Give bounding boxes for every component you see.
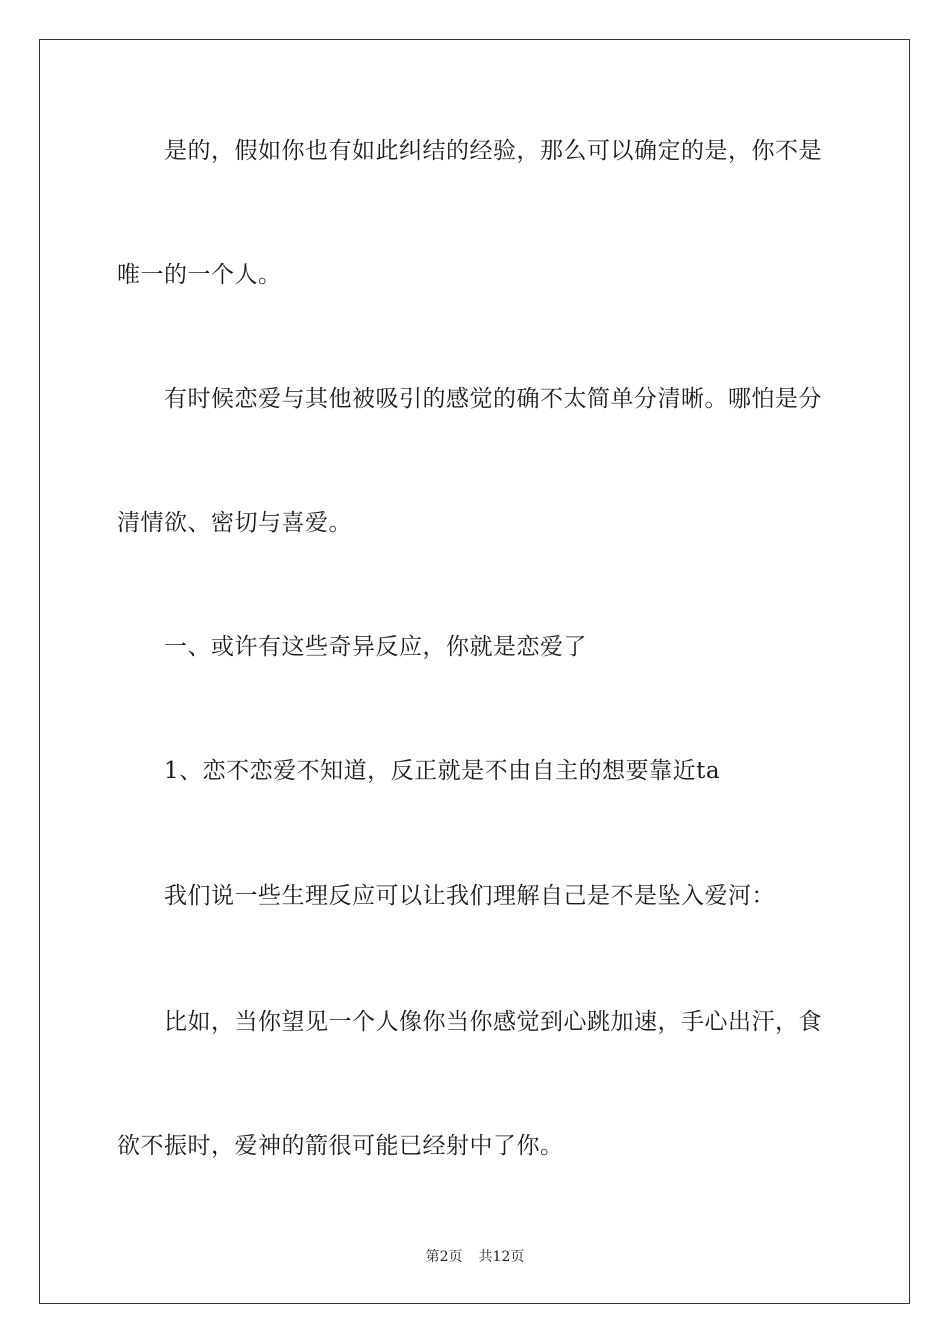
paragraph-line: 是的，假如你也有如此纠结的经验，那么可以确定的是，你不是 xyxy=(164,138,822,164)
paragraph-line: 清情欲、密切与喜爱。 xyxy=(117,510,352,536)
page-number: 第2页 xyxy=(425,1249,463,1265)
page-total: 共12页 xyxy=(478,1249,525,1265)
paragraph-line: 我们说一些生理反应可以让我们理解自己是不是坠入爱河： xyxy=(164,883,775,909)
section-heading: 一、或许有这些奇异反应，你就是恋爱了 xyxy=(164,634,587,660)
paragraph-line: 欲不振时，爱神的箭很可能已经射中了你。 xyxy=(117,1133,564,1159)
paragraph-line: 比如，当你望见一个人像你当你感觉到心跳加速，手心出汗，食 xyxy=(164,1009,822,1035)
subsection-heading: 1、恋不恋爱不知道，反正就是不由自主的想要靠近ta xyxy=(164,758,721,784)
paragraph-line: 唯一的一个人。 xyxy=(117,262,282,288)
page-footer xyxy=(0,1247,950,1267)
paragraph-line: 有时候恋爱与其他被吸引的感觉的确不太简单分清晰。哪怕是分 xyxy=(164,386,822,412)
page-border xyxy=(39,39,910,1304)
